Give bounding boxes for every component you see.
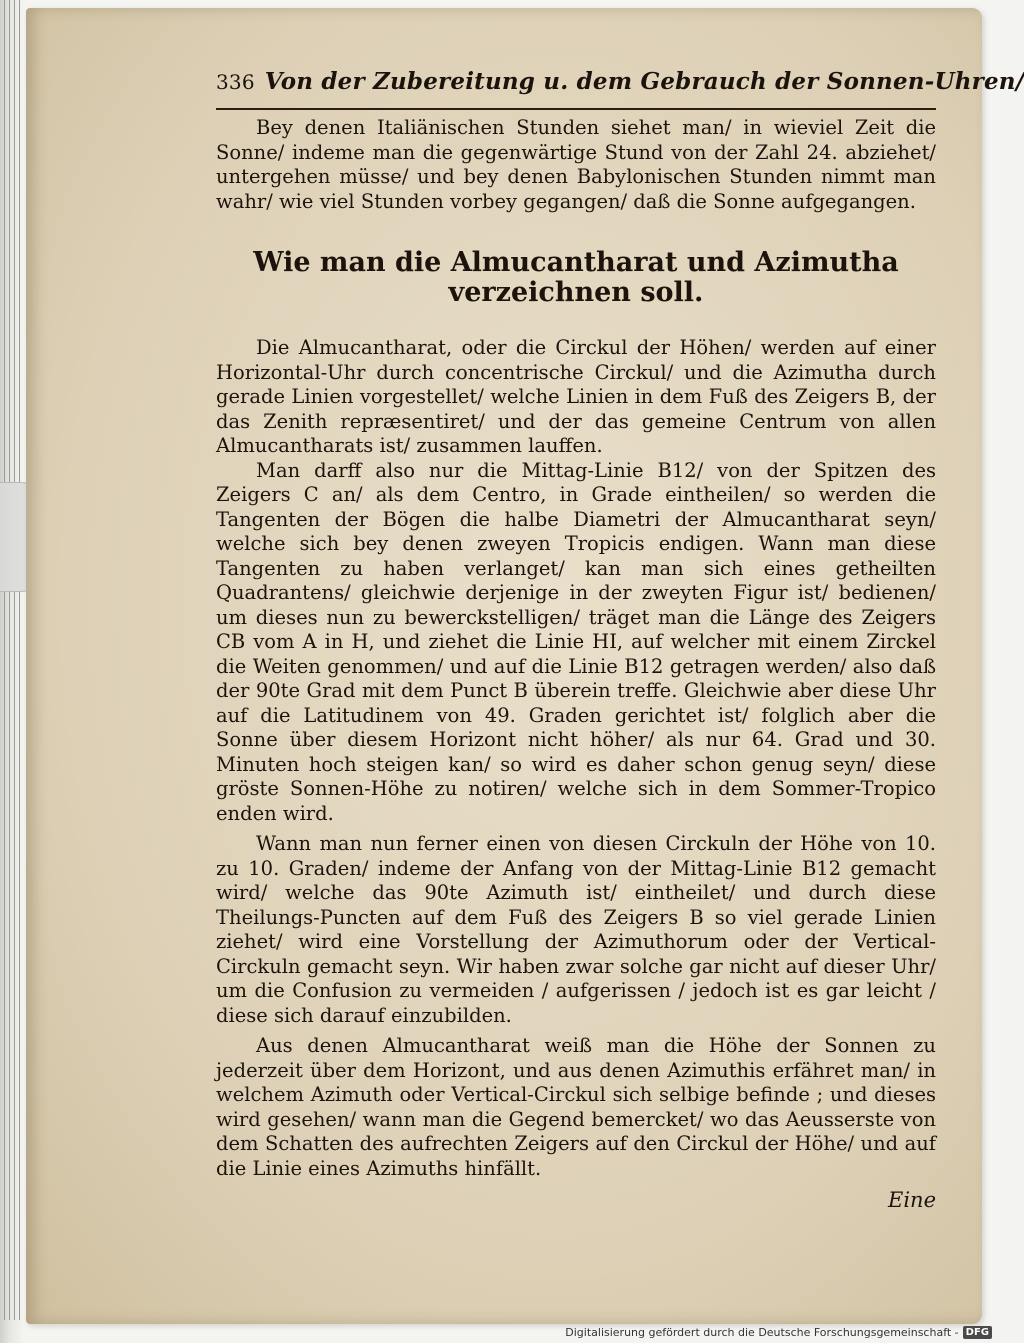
running-header [216, 68, 1024, 110]
dfg-logo: DFG [963, 1326, 992, 1339]
page-number: 336 [216, 70, 255, 94]
digitization-footer [565, 1326, 992, 1339]
running-title: Von der Zubereitung u. dem Gebrauch der Sonnen-Uhren/ [264, 68, 1024, 95]
paragraph-1: Bey denen Italiänischen Stunden siehet man/ in wieviel Zeit die Sonne/ indeme man die gegenwärtige Stund von der Zahl 24. abziehet/ untergehen müsse/ und bey denen Babylonischen Stunden nimmt man wahr/ wie viel Stunden vorbey gegangen/ daß die Sonne aufgegangen. [216, 116, 936, 213]
footer-text: Digitalisierung gefördert durch die Deutsche Forschungsgemeinschaft - [565, 1326, 959, 1339]
paragraph-5: Aus denen Almucantharat weiß man die Höhe der Sonnen zu jederzeit über dem Horizont, und aus denen Azimuthis erfähret man/ in welchem Azimuth oder Vertical-Circkul sich selbige befinde ; und dieses wird gesehen/ wann man die Gegend bemercket/ wo das Aeusserste von dem Schatten des aufrechten Zeigers auf den Circkul der Höhe/ und auf die Linie eines Azimuths hinfällt. [216, 1034, 936, 1180]
paragraph-2: Die Almucantharat, oder die Circkul der Höhen/ werden auf einer Horizontal-Uhr durch concentrische Circkul/ und die Azimutha durch gerade Linien vorgestellet/ welche Linien in dem Fuß des Zeigers B, der das Zenith repræsentiret/ und der das gemeine Centrum von allen Almucantharats ist/ zusammen lauffen. [216, 336, 936, 457]
paragraph-3: Man darff also nur die Mittag-Linie B12/ von der Spitzen des Zeigers C an/ als dem Centro, in Grade eintheilen/ so werden die Tangenten der Bögen die halbe Diametri der Almucantharat seyn/ welche sich bey denen zweyen Tropicis endigen. Wann man diese Tangenten zu haben verlanget/ kan man sich eines getheilten Quadrantens/ gleichwie derjenige in der zweyten Figur ist/ bedienen/ um dieses nun zu bewerckstelligen/ träget man die Länge des Zeigers CB vom A in H, und ziehet die Linie HI, auf welcher mit einem Zirckel die Weiten genommen/ und auf die Linie B12 getragen werden/ also daß der 90te Grad mit dem Punct B überein treffe. Gleichwie aber diese Uhr auf die Latitudinem von 49. Graden gerichtet ist/ folglich aber die Sonne über diesem Horizont nicht höher/ als nur 64. Grad und 30. Minuten hoch steigen kan/ so wird es daher schon genug seyn/ diese gröste Sonnen-Höhe zu notiren/ welche sich in dem Sommer-Tropico enden wird. [216, 458, 936, 825]
section-heading: Wie man die Almucantharat und Azimutha verzeichnen soll. [253, 247, 899, 308]
book-page [26, 8, 1024, 1324]
page-text [216, 68, 1024, 1212]
catchword: Eine [888, 1188, 936, 1212]
paragraph-4: Wann man nun ferner einen von diesen Circkuln der Höhe von 10. zu 10. Graden/ indeme der Anfang von der Mittag-Linie B12 gemacht wird/ welche das 90te Azimuth ist/ eintheilet/ und durch diese Theilungs-Puncten auf dem Fuß des Zeigers B so viel gerade Linien ziehet/ wird eine Vorstellung der Azimuthorum oder der Vertical-Circkuln gemacht seyn. Wir haben zwar solche gar nicht auf dieser Uhr/ um die Confusion zu vermeiden / aufgerissen / jedoch ist es gar leicht / diese sich darauf einzubilden. [216, 832, 936, 1027]
